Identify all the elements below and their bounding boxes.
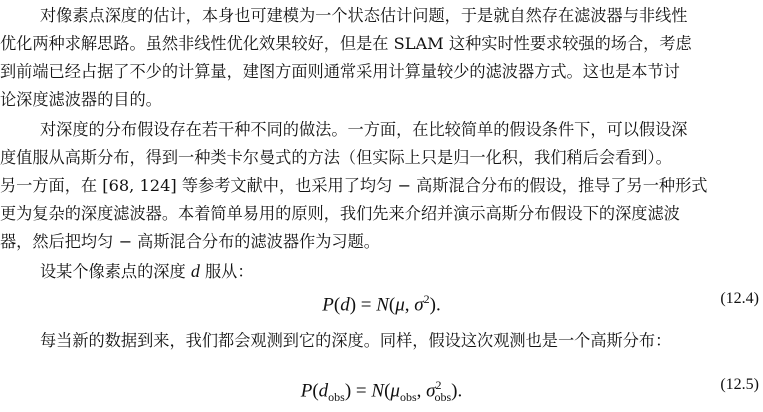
paragraph-1-line-4: 论深度滤波器的目的。 <box>0 90 162 109</box>
paragraph-3-line-1 <box>40 257 763 285</box>
paragraph-2-line-5: 器，然后把均匀 − 高斯混合分布的滤波器作为习题。 <box>0 232 380 251</box>
paragraph-3-suffix: 服从： <box>199 262 254 281</box>
paragraph-2-line-3: 另一方面，在 [68, 124] 等参考文献中，也采用了均匀 − 高斯混合分布的假设，推导了另一种形式 <box>0 176 708 195</box>
paragraph-2-line-4: 更为复杂的深度滤波器。本着简单易用的原则，我们先来介绍并演示高斯分布假设下的深度滤波 <box>0 204 680 223</box>
paragraph-1-line-3: 到前端已经占据了不少的计算量，建图方面则通常采用计算量较少的滤波器方式。这也是本节讨 <box>0 62 680 81</box>
paragraph-1-line-2: 优化两种求解思路。虽然非线性优化效果较好，但是在 SLAM 这种实时性要求较强的场合，考虑 <box>0 34 692 53</box>
equation-12-4-number: (12.4) <box>720 290 759 307</box>
paragraph-1-line-1: 对像素点深度的估计，本身也可建模为一个状态估计问题，于是就自然存在滤波器与非线性 <box>40 6 688 25</box>
paragraph-3-prefix: 设某个像素点的深度 <box>40 262 191 281</box>
equation-12-5-number: (12.5) <box>720 376 759 393</box>
depth-variable: d <box>190 261 200 281</box>
equation-12-5 <box>0 370 763 405</box>
equation-12-4 <box>0 284 763 314</box>
paragraph-2-line-1: 对深度的分布假设存在若干种不同的做法。一方面，在比较简单的假设条件下，可以假设深 <box>40 120 688 139</box>
equation-12-5-body: $P(d_{obs}) = N(\mu_{obs}$, $\sigma^2_{obs}$). <box>300 378 463 405</box>
paragraph-2-line-2: 度值服从高斯分布，得到一种类卡尔曼式的方法（但实际上只是归一化积，我们稍后会看到）。 <box>0 148 672 167</box>
paragraph-4-line-1: 每当新的数据到来，我们都会观测到它的深度。同样，假设这次观测也是一个高斯分布： <box>40 331 672 350</box>
equation-12-4-body: P(d) = N(μ, $\sigma^2$). <box>322 292 441 316</box>
